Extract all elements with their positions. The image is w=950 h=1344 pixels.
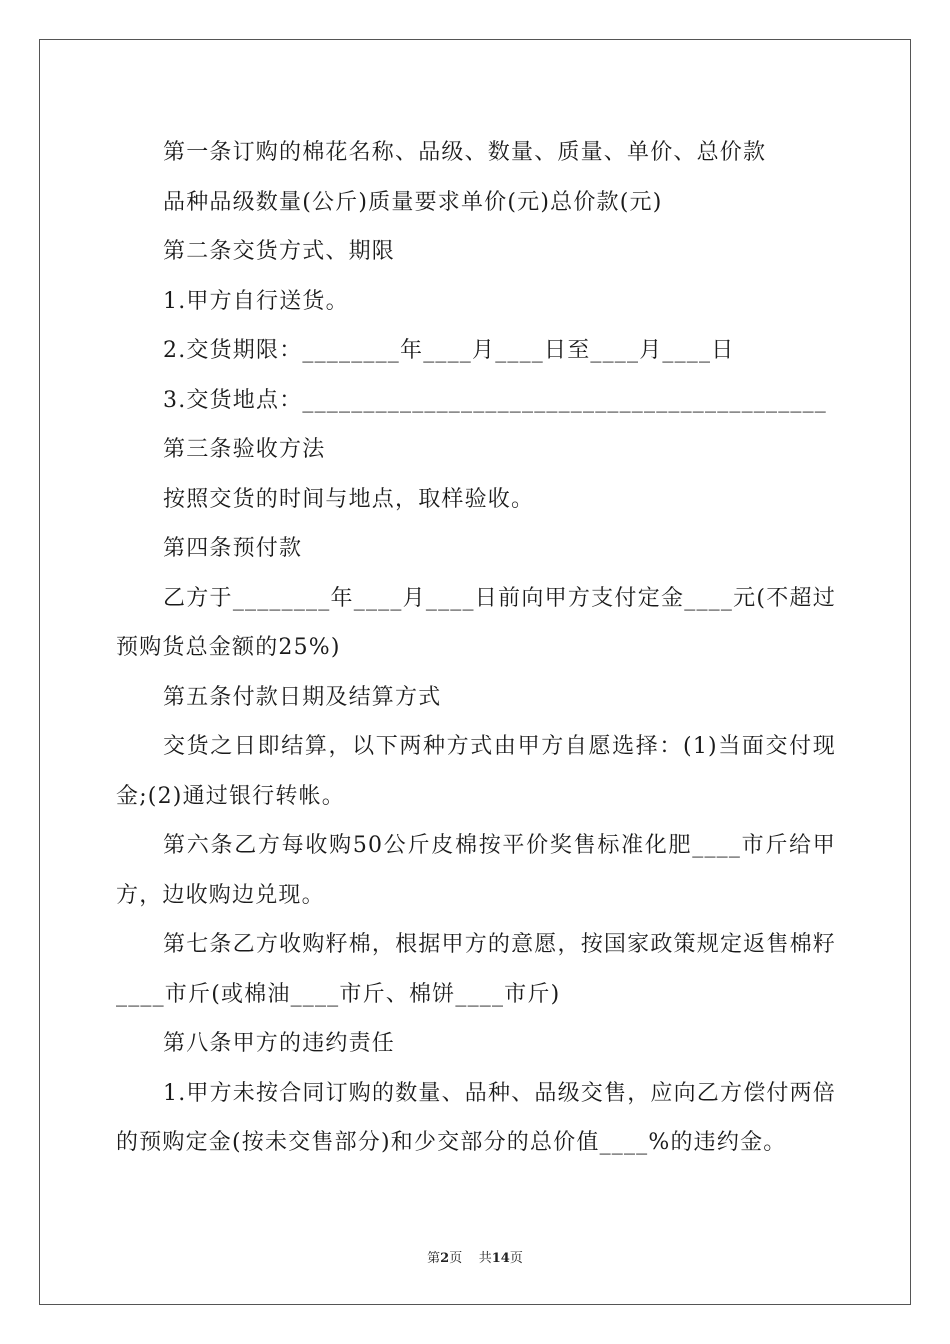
page-suffix: 页	[449, 1251, 463, 1266]
page-prefix: 第	[427, 1251, 441, 1266]
page-footer	[0, 1247, 950, 1266]
total-suffix: 页	[509, 1251, 523, 1266]
article-2-item-1: 1.甲方自行送货。	[163, 288, 349, 314]
article-2-item-2: 2.交货期限：________年____月____日至____月____日	[163, 338, 735, 363]
table-header-line: 品种品级数量(公斤)质量要求单价(元)总价款(元)	[163, 189, 663, 215]
article-2-heading: 第二条交货方式、期限	[163, 239, 396, 264]
article-8-heading: 第八条甲方的违约责任	[163, 1031, 396, 1056]
document-body	[116, 128, 836, 1168]
article-8-item-1: 1.甲方未按合同订购的数量、品种、品级交售，应向乙方偿付两倍的预购定金(按未交售部分)和少交部分的总价值____%的违约金。	[116, 1080, 836, 1155]
total-pages: 14	[491, 1251, 510, 1266]
article-4-heading: 第四条预付款	[163, 536, 303, 561]
article-4-body: 乙方于________年____月____日前向甲方支付定金____元(不超过预购货总金额的25%)	[116, 585, 836, 660]
article-6-body: 第六条乙方每收购50公斤皮棉按平价奖售标准化肥____市斤给甲方，边收购边兑现。	[116, 833, 836, 908]
article-7-body: 第七条乙方收购籽棉，根据甲方的意愿，按国家政策规定返售棉籽____市斤(或棉油____市斤、棉饼____市斤)	[116, 932, 836, 1007]
total-prefix: 共	[478, 1251, 492, 1266]
article-3-body: 按照交货的时间与地点，取样验收。	[163, 486, 535, 512]
article-5-heading: 第五条付款日期及结算方式	[163, 684, 442, 710]
article-2-item-3: 3.交货地点：___________________________________________	[163, 387, 827, 413]
page-number: 2	[440, 1251, 450, 1266]
article-5-body: 交货之日即结算，以下两种方式由甲方自愿选择：(1)当面交付现金;(2)通过银行转帐。	[116, 734, 836, 809]
article-1-heading: 第一条订购的棉花名称、品级、数量、质量、单价、总价款	[163, 140, 767, 165]
article-3-heading: 第三条验收方法	[163, 437, 326, 462]
